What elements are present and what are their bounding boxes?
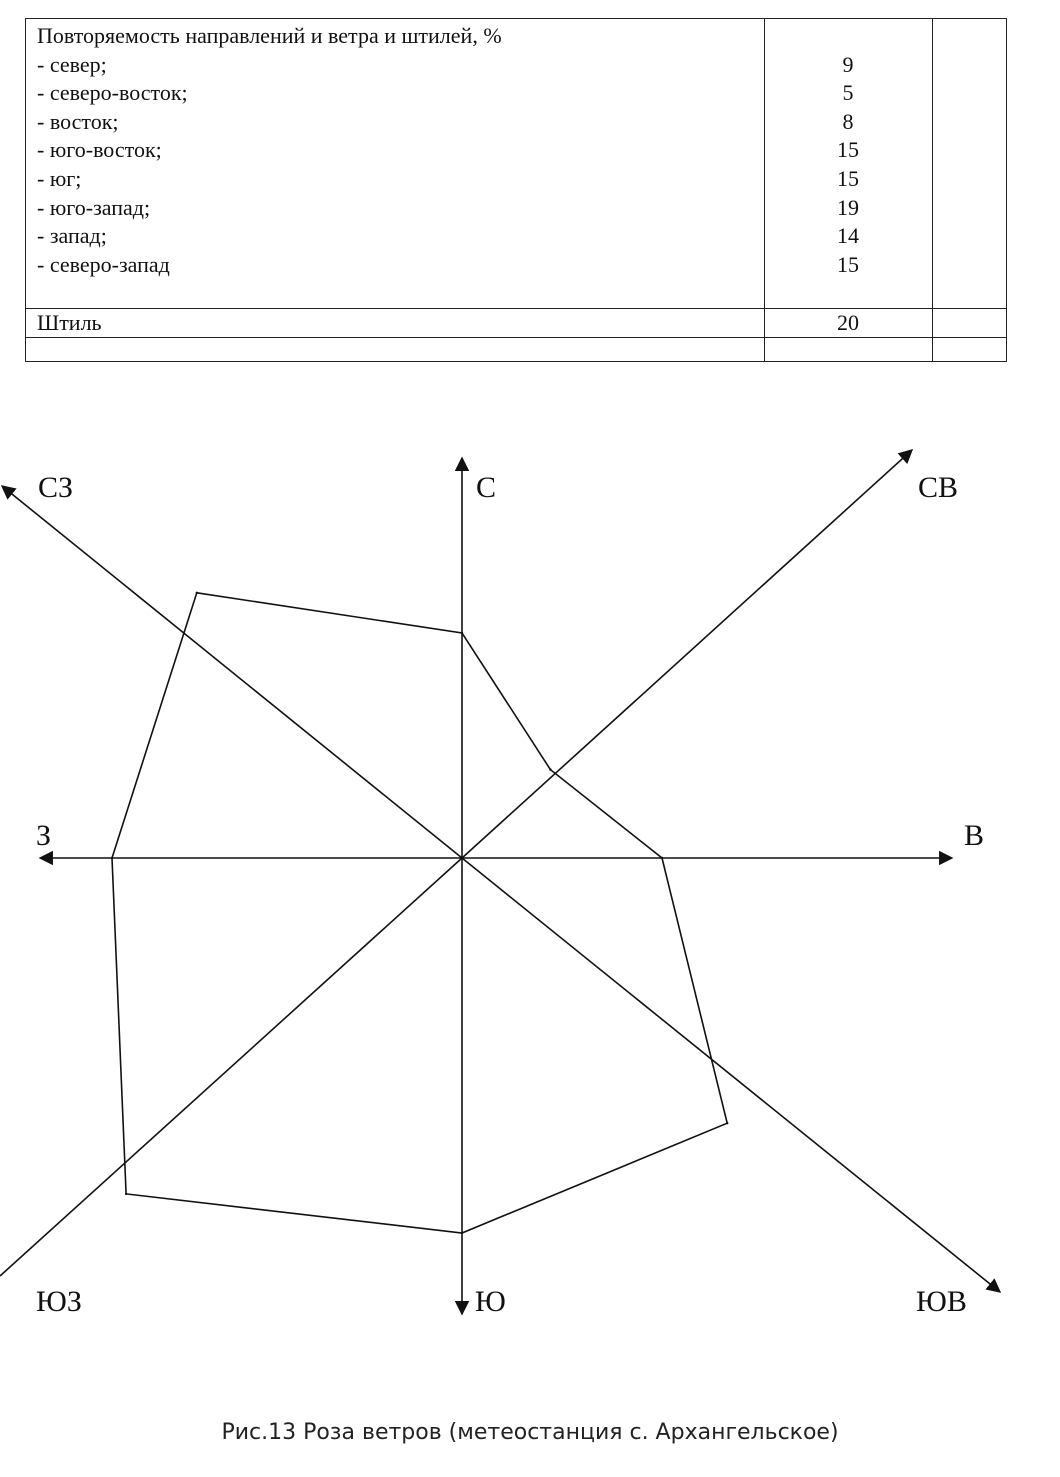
table-row-label: - юго-запад;: [37, 195, 151, 220]
table-row-value: 15: [837, 252, 859, 277]
rose-direction-labels: [36, 471, 984, 1318]
direction-label-sw: ЮЗ: [36, 1284, 82, 1318]
direction-label-nw: СЗ: [38, 470, 74, 504]
rose-vertex-ne: [549, 768, 551, 770]
table-row-value: 14: [837, 223, 859, 248]
rose-vertex-sw: [125, 1193, 127, 1195]
direction-label-e: В: [964, 818, 985, 852]
calm-label: Штиль: [37, 310, 102, 335]
wind-rose-chart: [0, 400, 1060, 1400]
axis-sw: [0, 858, 462, 1276]
wind-rose-polygon: [112, 593, 727, 1233]
table-row-value: 5: [842, 80, 854, 105]
table-header: Повторяемость направлений и ветра и штилей, %: [37, 23, 502, 48]
figure-caption: Рис.13 Роза ветров (метеостанция с. Архангельское): [221, 1420, 839, 1445]
direction-label-n: С: [476, 470, 497, 504]
rose-polygon-layer: [111, 592, 729, 1235]
table-row-value: 19: [837, 195, 859, 220]
rose-vertex-s: [461, 1232, 463, 1234]
direction-label-w: З: [36, 818, 52, 852]
rose-vertex-e: [661, 857, 663, 859]
table-row-label: - северо-восток;: [37, 80, 188, 105]
rose-axes: [0, 450, 1000, 1314]
direction-label-ne: СВ: [918, 470, 959, 504]
table-row-value: 15: [837, 166, 859, 191]
rose-vertex-nw: [196, 592, 198, 594]
table-row-label: - юг;: [37, 166, 82, 191]
rose-vertex-w: [111, 857, 113, 859]
table-row-label: - северо-запад: [37, 252, 170, 277]
direction-label-se: ЮВ: [916, 1284, 967, 1318]
table-row-value: 15: [837, 137, 859, 162]
table-row-value: 9: [842, 52, 854, 77]
table-row-label: - юго-восток;: [37, 137, 162, 162]
rose-vertex-n: [461, 632, 463, 634]
table-row-value: 8: [842, 109, 854, 134]
direction-label-s: Ю: [475, 1284, 506, 1318]
table-row-label: - север;: [37, 52, 107, 77]
axis-ne: [462, 450, 912, 858]
axis-se: [462, 858, 1000, 1292]
table-column-divider: [932, 19, 933, 361]
table-row-label: - восток;: [37, 109, 119, 134]
wind-frequency-table: [25, 18, 1007, 362]
axis-nw: [2, 486, 462, 858]
calm-value: 20: [837, 310, 859, 335]
table-row-label: - запад;: [37, 223, 107, 248]
rose-vertex-se: [726, 1122, 728, 1124]
